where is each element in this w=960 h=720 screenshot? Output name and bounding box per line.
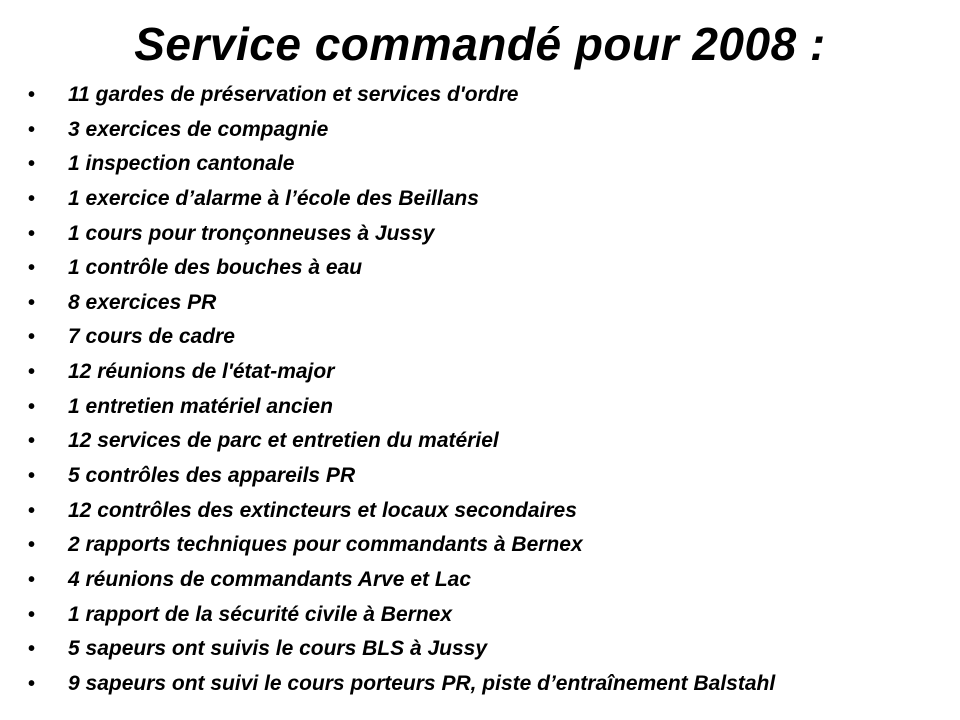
bullet-icon: • <box>28 257 36 280</box>
bullet-icon: • <box>28 84 36 106</box>
bullet-icon: • <box>28 326 36 349</box>
list-item <box>0 113 960 148</box>
bullet-icon: • <box>28 672 36 695</box>
bullet-icon: • <box>28 153 36 176</box>
list-item <box>0 355 960 390</box>
bullet-icon: • <box>28 187 36 210</box>
bullet-icon: • <box>28 361 36 384</box>
list-item-text: 4 réunions de commandants Arve et Lac <box>68 567 472 591</box>
list-item-text: 5 sapeurs ont suivis le cours BLS à Jussy <box>68 637 488 661</box>
list-item <box>0 320 960 355</box>
list-item <box>0 251 960 286</box>
list-item-text: 5 contrôles des appareils PR <box>68 464 356 488</box>
bullet-icon: • <box>28 291 36 314</box>
list-item-text: 12 services de parc et entretien du matériel <box>68 429 499 453</box>
list-item <box>0 286 960 321</box>
bullet-icon: • <box>28 603 36 626</box>
list-item <box>0 182 960 217</box>
list-item <box>0 78 960 113</box>
list-item <box>0 667 960 702</box>
list-item-text: 12 réunions de l'état-major <box>68 360 335 384</box>
list-item <box>0 424 960 459</box>
list-item-text: 9 sapeurs ont suivi le cours porteurs PR, piste d’entraînement Balstahl <box>68 671 776 695</box>
bullet-icon: • <box>28 465 36 488</box>
service-list <box>0 78 960 702</box>
list-item <box>0 632 960 667</box>
list-item-text: 1 cours pour tronçonneuses à Jussy <box>68 221 435 245</box>
list-item-text: 1 rapport de la sécurité civile à Bernex <box>68 602 453 626</box>
bullet-icon: • <box>28 118 36 141</box>
bullet-icon: • <box>28 568 36 591</box>
list-item <box>0 147 960 182</box>
bullet-icon: • <box>28 222 36 245</box>
list-item <box>0 563 960 598</box>
list-item <box>0 528 960 563</box>
list-item <box>0 390 960 425</box>
bullet-icon: • <box>28 499 36 522</box>
list-item-text: 1 exercice d’alarme à l’école des Beillans <box>68 186 479 210</box>
list-item-text: 12 contrôles des extincteurs et locaux secondaires <box>68 498 577 522</box>
list-item-text: 3 exercices de compagnie <box>68 117 329 141</box>
list-item-text: 7 cours de cadre <box>68 325 235 349</box>
list-item-text: 2 rapports techniques pour commandants à Bernex <box>68 533 583 557</box>
list-item <box>0 494 960 529</box>
list-item-text: 1 entretien matériel ancien <box>68 394 333 418</box>
slide-title: Service commandé pour 2008 : <box>134 18 826 70</box>
list-item-text: 1 contrôle des bouches à eau <box>68 256 363 280</box>
list-item <box>0 459 960 494</box>
list-item-text: 8 exercices PR <box>68 290 217 314</box>
list-item-text: 1 inspection cantonale <box>68 152 295 176</box>
bullet-icon: • <box>28 534 36 557</box>
list-item-text: 11 gardes de préservation et services d'ordre <box>68 83 519 106</box>
list-item <box>0 598 960 633</box>
bullet-icon: • <box>28 638 36 661</box>
bullet-icon: • <box>28 430 36 453</box>
list-item <box>0 217 960 252</box>
bullet-icon: • <box>28 395 36 418</box>
